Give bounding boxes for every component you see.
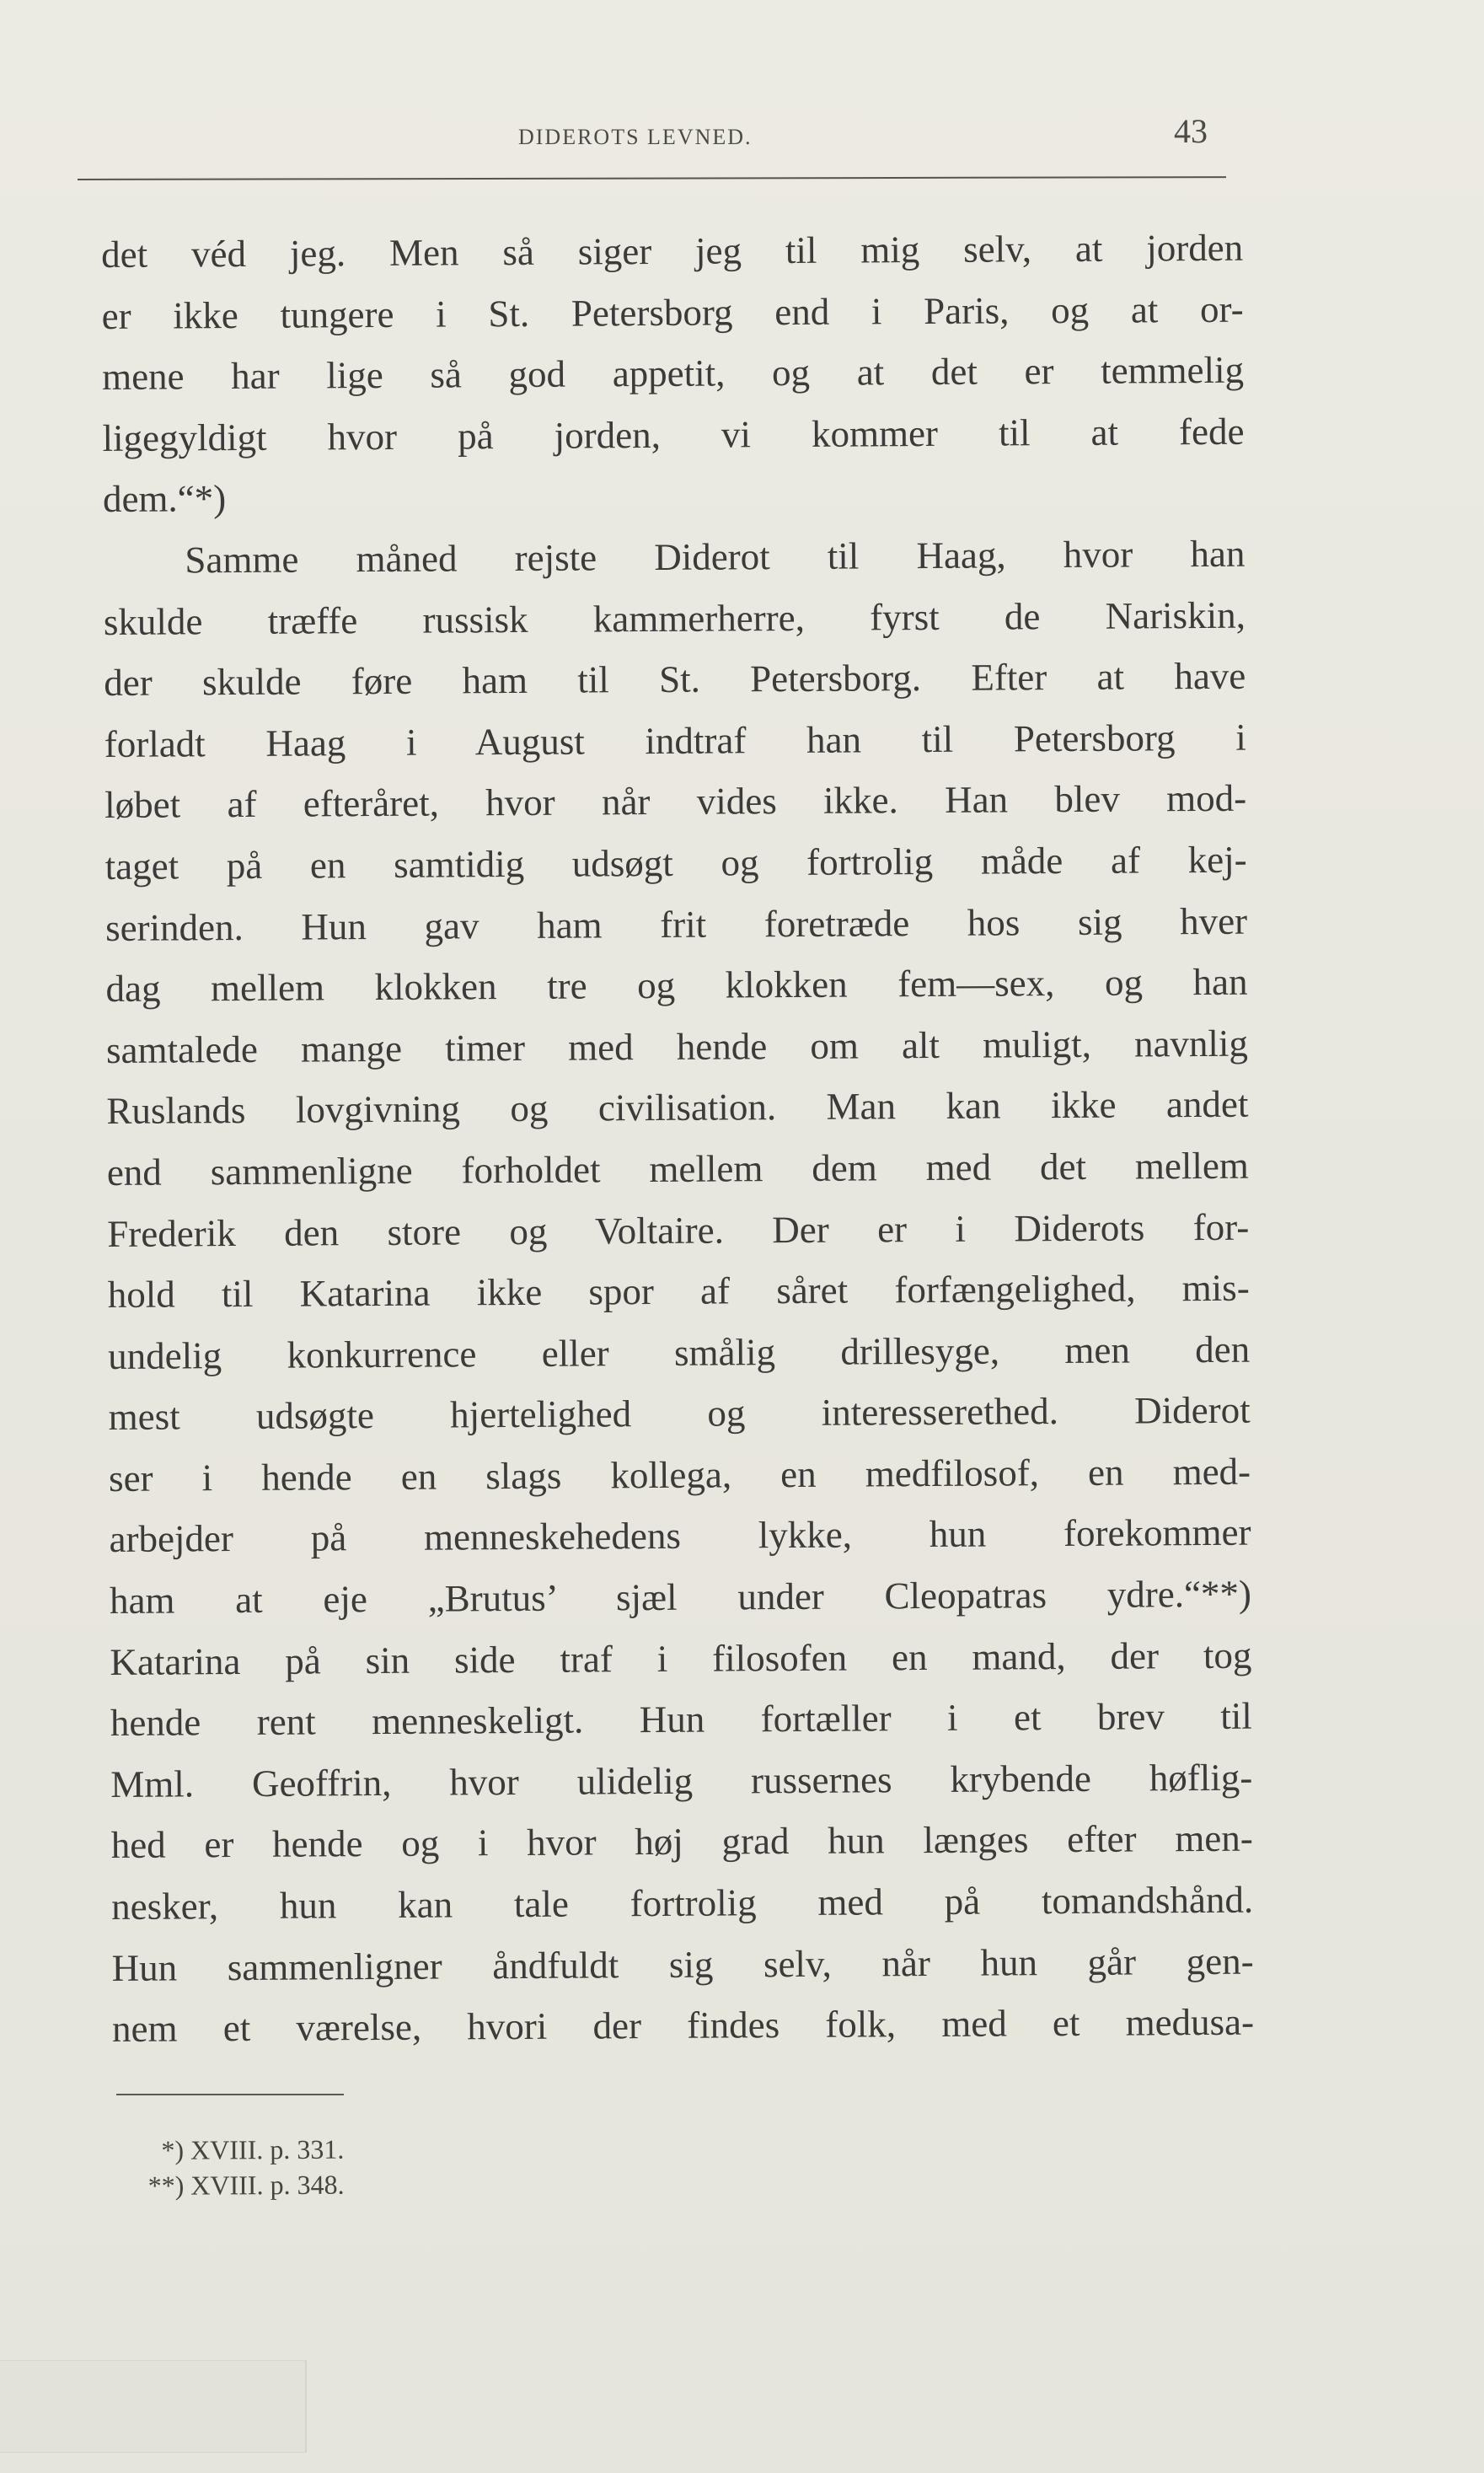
text-line: der skulde føre ham til St. Petersborg. Efter at have [104, 654, 1246, 705]
text-line: samtalede mange timer med hende om alt muligt, navnlig [105, 1022, 1249, 1071]
text-line: er ikke tungere i St. Petersborg end i Paris, og at or- [101, 287, 1244, 337]
text-line: Ruslands lovgivning og civilisation. Man kan ikke andet [106, 1083, 1249, 1133]
footnotes [128, 2132, 345, 2203]
footnote-text: XVIII. p. 331. [190, 2133, 345, 2165]
text-line: ligegyldigt hvor på jorden, vi kommer til at fede [102, 410, 1245, 459]
text-line: Mml. Geoffrin, hvor ulidelig russernes krybende høflig- [110, 1756, 1253, 1805]
text-line: mene har lige så god appetit, og at det er temmelig [101, 348, 1245, 399]
text-line: Samme måned rejste Diderot til Haag, hvor han [185, 532, 1246, 582]
text-line: hold til Katarina ikke spor af såret forfængelighed, mis- [107, 1266, 1250, 1317]
text-line: dem.“*) [102, 477, 227, 521]
text-line: ham at eje „Brutus’ sjæl under Cleopatras ydre.“**) [109, 1572, 1252, 1623]
text-line: forladt Haag i August indtraf han til Petersborg i [104, 716, 1246, 765]
text-line: end sammenligne forholdet mellem dem med det mellem [106, 1144, 1249, 1194]
text-line: nem et værelse, hvori der findes folk, med et medusa- [111, 2000, 1255, 2051]
body-text [101, 217, 1254, 2060]
text-line: det véd jeg. Men så siger jeg til mig selv, at jorden [101, 226, 1244, 276]
text-line: Frederik den store og Voltaire. Der er i Diderots for- [107, 1205, 1250, 1255]
text-line: løbet af efteråret, hvor når vides ikke. Han blev mod- [104, 777, 1247, 827]
text-line: arbejder på menneskehedens lykke, hun forekommer [109, 1511, 1251, 1561]
footnote-mark: **) [147, 2170, 185, 2201]
text-line: hende rent menneskeligt. Hun fortæller i et brev til [110, 1694, 1252, 1745]
header-rule [78, 176, 1226, 180]
text-line: ser i hende en slags kollega, en medfilosof, en med- [108, 1450, 1251, 1499]
text-line: Hun sammenligner åndfuldt sig selv, når hun går gen- [111, 1939, 1254, 1989]
text-line: Katarina på sin side traf i filosofen en mand, der tog [110, 1633, 1252, 1683]
text-line: undelig konkurrence eller smålig drillesyge, men den [108, 1328, 1251, 1377]
text-line: serinden. Hun gav ham frit foretræde hos sig hver [104, 899, 1248, 949]
text-line: taget på en samtidig udsøgt og fortrolig måde af kej- [104, 838, 1247, 888]
footnote [128, 2167, 344, 2203]
page-number: 43 [1174, 112, 1208, 150]
footnote-text: XVIII. p. 348. [190, 2169, 345, 2201]
text-line: nesker, hun kan tale fortrolig med på tomandshånd. [111, 1878, 1254, 1928]
running-title: DIDEROTS LEVNED. [518, 125, 753, 149]
scan-artifact-strip [0, 2360, 307, 2453]
text-line: hed er hende og i hvor høj grad hun længes efter men- [110, 1817, 1253, 1867]
text-line: dag mellem klokken tre og klokken fem—sex, og han [105, 960, 1248, 1011]
text-line: mest udsøgte hjertelighed og interesserethed. Diderot [108, 1388, 1251, 1439]
text-line: skulde træffe russisk kammerherre, fyrst de Nariskin, [103, 593, 1246, 643]
footnote-rule [116, 2094, 344, 2095]
footnote [128, 2132, 344, 2168]
footnote-mark: *) [161, 2134, 185, 2165]
